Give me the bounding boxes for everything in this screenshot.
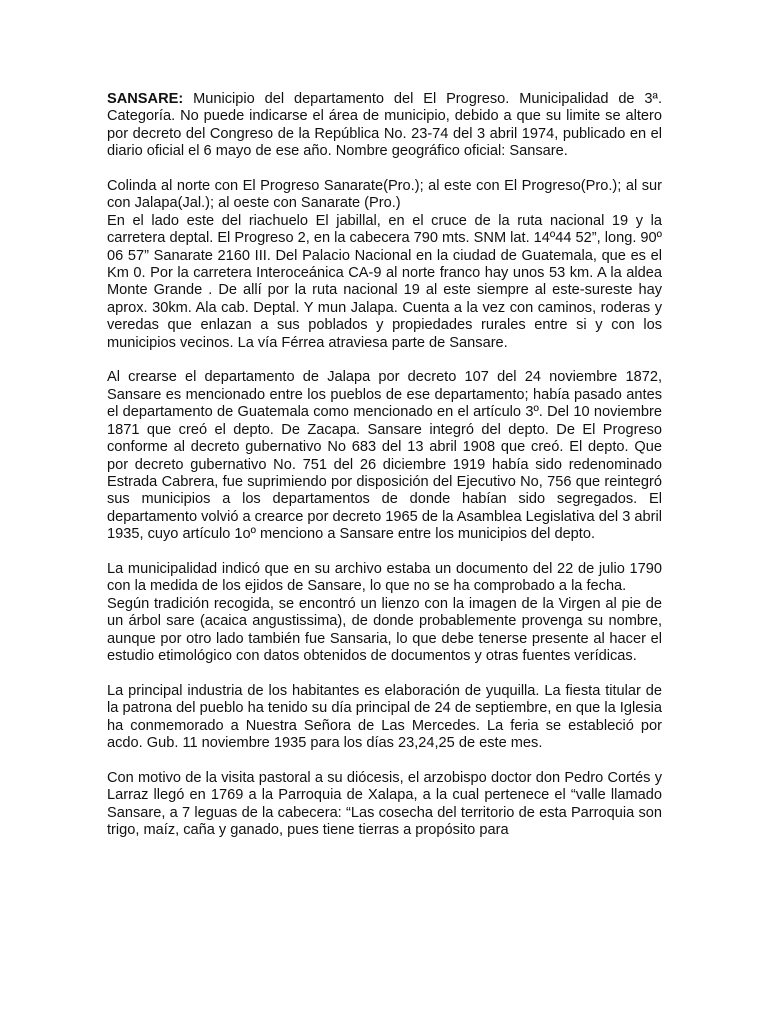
paragraph-archive: La municipalidad indicó que en su archivo estaba un documento del 22 de julio 1790 con la medida de los ejidos de Sansare, lo que no se ha comprobado a la fecha. [107,560,662,595]
paragraph-intro [107,91,662,161]
paragraph-tradition: Según tradición recogida, se encontró un lienzo con la imagen de la Virgen al pie de un árbol sare (acaica angustissima), de donde probablemente provenga su nombre, aunque por otro lado también fue Sansaria, lo que debe tenerse presente al hacer el estudio etimológico con datos obtenidos de documentos y otras fuentes verídicas. [107,595,662,664]
entry-heading: SANSARE: [107,91,184,107]
paragraph-intro-text: Municipio del departamento del El Progreso. Municipalidad de 3ª. Categoría. No puede indicarse el área de municipio, debido a que su limite se altero por decreto del Congreso de la República No. 23-74 del 3 abril 1974, publicado en el diario oficial el 6 mayo de ese año. Nombre geográfico oficial: Sansare. [107,91,662,160]
paragraph-history: Al crearse el departamento de Jalapa por decreto 107 del 24 noviembre 1872, Sansare es mencionado entre los pueblos de ese departamento; había pasado antes el departamento de Guatemala como mencionado en el artículo 3º. Del 10 noviembre 1871 que creó el depto. De Zacapa. Sansare integró del depto. De El Progreso conforme al decreto gubernativo No 683 del 13 abril 1908 que creó. El depto. Que por decreto gubernativo No. 751 del 26 diciembre 1919 había sido redenominado Estrada Cabrera, fue suprimiendo por disposición del Ejecutivo No, 756 que reintegró sus municipios a los departamentos de donde habían sido segregados. El departamento volvió a crearce por decreto 1965 de la Asamblea Legislativa del 3 abril 1935, cuyo artículo 1oº menciono a Sansare entre los municipios del depto. [107,369,662,543]
paragraph-location: En el lado este del riachuelo El jabillal, en el cruce de la ruta nacional 19 y la carretera deptal. El Progreso 2, en la cabecera 790 mts. SNM lat. 14º44 52”, long. 90º 06 57” Sanarate 2160 III. Del Palacio Nacional en la ciudad de Guatemala, que es el Km 0. Por la carretera Interoceánica CA-9 al norte franco hay unos 53 km. A la aldea Monte Grande . De allí por la ruta nacional 19 al este siempre al este-sureste hay aprox. 30km. Ala cab. Deptal. Y mun Jalapa. Cuenta a la vez con caminos, roderas y veredas que enlazan a sus poblados y propiedades rurales entre si y con los municipios vecinos. La vía Férrea atraviesa parte de Sansare. [107,212,662,351]
paragraph-pastoral-visit: Con motivo de la visita pastoral a su diócesis, el arzobispo doctor don Pedro Cortés y Larraz llegó en 1769 a la Parroquia de Xalapa, a la cual pertenece el “valle llamado Sansare, a 7 leguas de la cabecera: “Las cosecha del territorio de esta Parroquia son trigo, maíz, caña y ganado, pues tiene tierras a propósito para [107,769,662,838]
paragraph-borders: Colinda al norte con El Progreso Sanarate(Pro.); al este con El Progreso(Pro.); al sur con Jalapa(Jal.); al oeste con Sanarate (Pro.) [107,178,662,212]
document-body [107,91,662,839]
paragraph-industry: La principal industria de los habitantes es elaboración de yuquilla. La fiesta titular de la patrona del pueblo ha tenido su día principal de 24 de septiembre, en que la Iglesia ha conmemorado a Nuestra Señora de Las Mercedes. La feria se estableció por acdo. Gub. 11 noviembre 1935 para los días 23,24,25 de este mes. [107,682,662,751]
